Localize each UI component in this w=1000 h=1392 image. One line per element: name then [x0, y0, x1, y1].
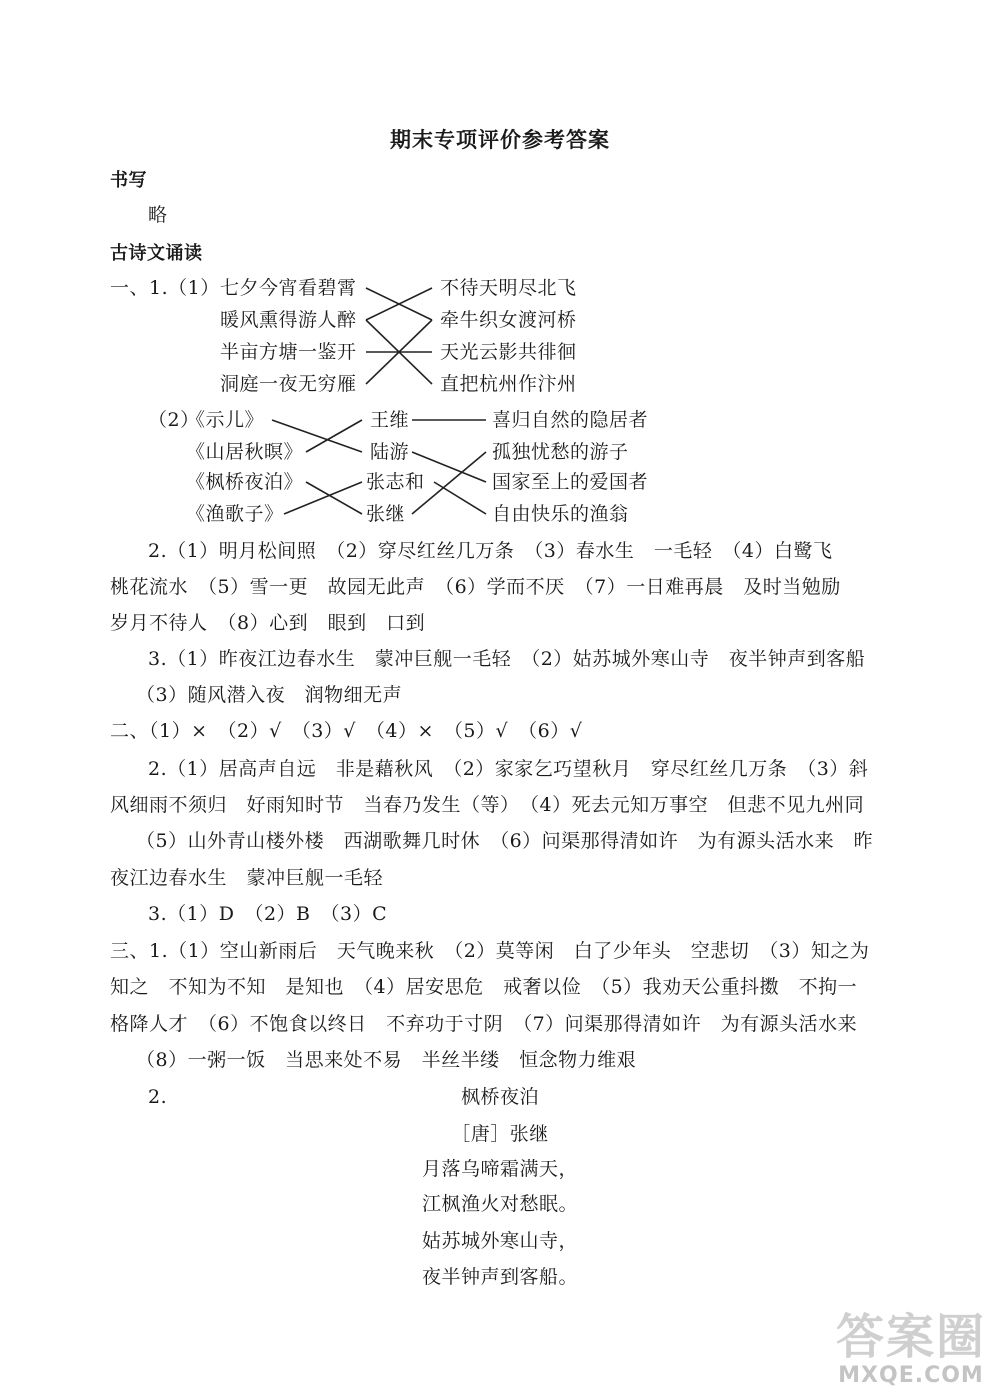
answer-line: （3）随风潜入夜 润物细无声 — [136, 684, 403, 706]
matching1-left-item: 半亩方塘一鉴开 — [220, 341, 357, 363]
answer-line: 知之 不知为不知 是知也 （4）居安思危 戒奢以俭 （5）我劝天公重抖擞 不拘一 — [110, 976, 858, 998]
matching2-description-item: 国家至上的爱国者 — [492, 471, 649, 493]
page-title: 期末专项评价参考答案 — [390, 128, 610, 152]
poem-verse: 月落乌啼霜满天， — [421, 1158, 578, 1180]
connector-line — [306, 482, 362, 514]
matching2-author-item: 王维 — [370, 409, 410, 431]
matching1-prefix: 一、1.（1） — [110, 277, 220, 299]
answer-line: 2.（1）明月松间照 （2）穿尽红丝几万条 （3）春水生 一毛轻 （4）白鹭飞 — [148, 540, 833, 562]
answer-line: 夜江边春水生 蒙冲巨舰一毛轻 — [110, 867, 384, 889]
connector-line — [272, 420, 362, 452]
matching2-author-item: 张继 — [366, 503, 406, 525]
connector-line — [412, 452, 486, 514]
matching1-left-item: 暖风熏得游人醉 — [220, 309, 357, 331]
answer-line: 桃花流水 （5）雪一更 故园无此声 （6）学而不厌 （7）一日难再晨 及时当勉励 — [110, 576, 841, 598]
matching2-description-item: 喜归自然的隐居者 — [492, 409, 649, 431]
answer-line: 岁月不待人 （8）心到 眼到 口到 — [110, 612, 426, 634]
matching2-description-item: 自由快乐的渔翁 — [492, 503, 629, 525]
answer-line: 格降人才 （6）不饱食以终日 不弃功于寸阴 （7）问渠那得清如许 为有源头活水来 — [110, 1013, 858, 1035]
poem-verse: 江枫渔火对愁眠。 — [421, 1193, 578, 1215]
answer-line: 3.（1）D （2）B （3）C — [148, 903, 388, 925]
section-heading-poetry: 古诗文诵读 — [110, 243, 203, 264]
matching1-right-item: 不待天明尽北飞 — [440, 277, 577, 299]
answer-line: 三、1.（1）空山新雨后 天气晚来秋 （2）莫等闲 白了少年头 空悲切 （3）知之为 — [110, 940, 870, 962]
connector-line — [434, 482, 486, 514]
matching2-title-item: 《山居秋暝》 — [186, 441, 304, 463]
poem-title: 枫桥夜泊 — [460, 1086, 539, 1108]
poem-verse: 姑苏城外寒山寺， — [421, 1230, 578, 1252]
matching2-author-item: 陆游 — [370, 441, 410, 463]
watermark-url: MXQE.COM — [838, 1363, 984, 1388]
poem-number: 2. — [148, 1086, 168, 1108]
matching2-author-item: 张志和 — [366, 471, 425, 493]
poem-author: ［唐］张继 — [451, 1123, 549, 1145]
matching1-left-item: 七夕今宵看碧霄 — [220, 277, 357, 299]
answer-line: （8）一粥一饭 当思来处不易 半丝半缕 恒念物力维艰 — [136, 1049, 637, 1071]
answer-line: 二、（1）× （2）√ （3）√ （4）× （5）√ （6）√ — [110, 720, 583, 742]
connector-line — [412, 452, 486, 482]
matching1-right-item: 天光云影共徘徊 — [440, 341, 577, 363]
section-heading-writing: 书写 — [110, 170, 147, 191]
answer-line: 3.（1）昨夜江边春水生 蒙冲巨舰一毛轻 （2）姑苏城外寒山寺 夜半钟声到客船 — [148, 648, 866, 670]
connector-line — [284, 482, 362, 514]
poem-verse: 夜半钟声到客船。 — [421, 1266, 578, 1288]
answer-line: 2.（1）居高声自远 非是藉秋风 （2）家家乞巧望秋月 穿尽红丝几万条 （3）斜 — [148, 758, 869, 780]
matching1-left-item: 洞庭一夜无穷雁 — [220, 373, 357, 395]
matching2-title-item: 《渔歌子》 — [186, 503, 284, 525]
matching2-prefix: （2） — [148, 409, 200, 431]
matching2-title-item: 《枫桥夜泊》 — [186, 471, 304, 493]
matching1-right-item: 直把杭州作汴州 — [440, 373, 577, 395]
matching2-title-item: 《示儿》 — [186, 409, 265, 431]
connector-line — [306, 420, 362, 452]
watermark-logo: 答案圈 — [835, 1309, 986, 1365]
matching2-description-item: 孤独忧愁的游子 — [492, 441, 629, 463]
watermark — [836, 1311, 986, 1388]
answer-line: 风细雨不须归 好雨知时节 当春乃发生（等） （4）死去元知万事空 但悲不见九州同 — [110, 794, 865, 816]
answer-line: （5）山外青山楼外楼 西湖歌舞几时休 （6）问渠那得清如许 为有源头活水来 昨 — [136, 830, 874, 852]
writing-answer: 略 — [148, 204, 168, 226]
matching1-right-item: 牵牛织女渡河桥 — [440, 309, 577, 331]
